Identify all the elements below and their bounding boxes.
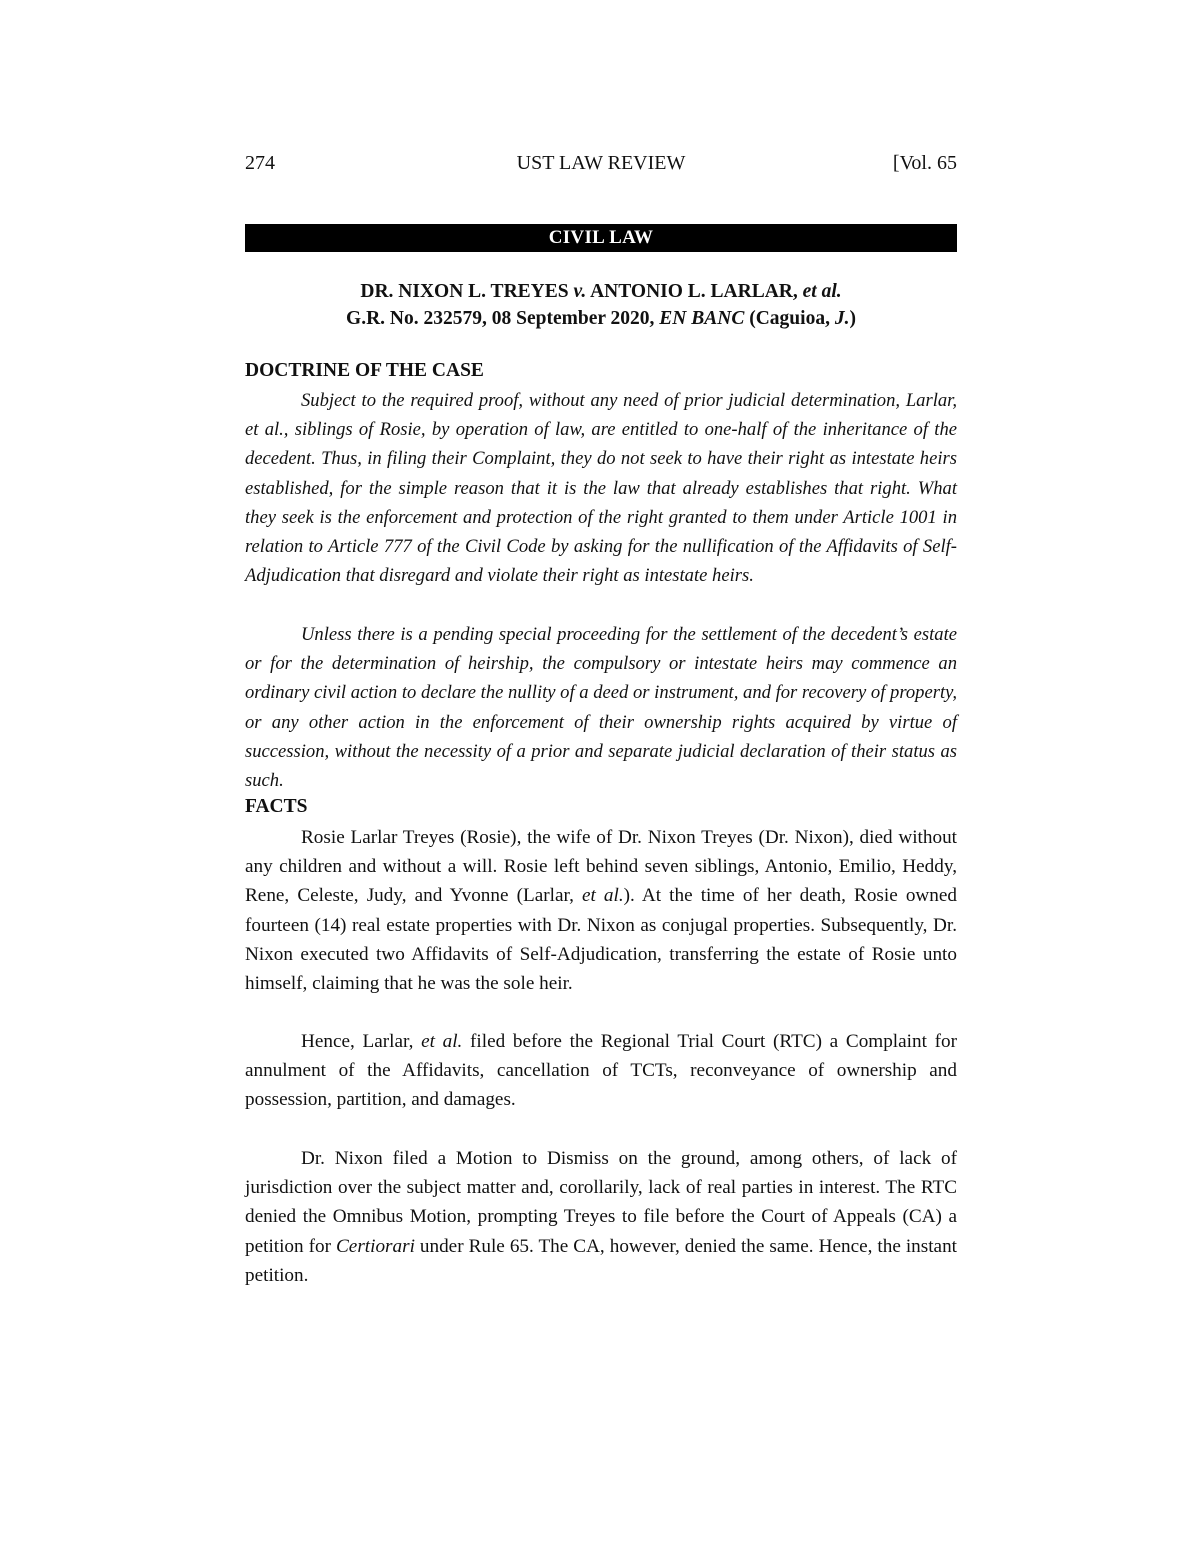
petitioner-name: DR. NIXON L. TREYES	[360, 281, 574, 302]
page-number: 274	[245, 152, 275, 174]
ponente-close: )	[849, 308, 856, 329]
doctrine-paragraph: Unless there is a pending special proceeding for the settlement of the decedent’s estate or for the determination of heirship, the compulsory or intestate heirs may commence an ordinary civil action to declare the nullity of a deed or instrument, and for recovery of property, or any other action in the enforcement of their ownership rights acquired by virtue of succession, without the necessity of a prior and separate judicial declaration of their status as such.	[245, 624, 957, 792]
facts-text: Rosie Larlar Treyes (Rosie), the wife of Dr. Nixon Treyes (Dr. Nixon), died without any children and without a will. Rosie left behind seven siblings, Antonio, Emilio, Heddy, Rene, Celeste, Judy, and Yvonne (Larlar,	[245, 827, 957, 907]
et-al-label: et al.	[802, 281, 842, 302]
et-al-label: et al.	[421, 1031, 463, 1052]
justice-label: J.	[834, 308, 850, 329]
facts-text: under Rule 65. The CA, however, denied the same. Hence, the instant petition.	[245, 1235, 957, 1286]
facts-text: Hence, Larlar,	[301, 1031, 422, 1052]
et-al-label: et al.	[581, 885, 624, 907]
doctrine-heading: DOCTRINE OF THE CASE	[245, 360, 484, 381]
facts-text: filed before the Regional Trial Court (RTC) a Complaint for annulment of the Affidavits, cancellation of TCTs, reconveyance of ownership and possession, partition, and damages.	[245, 1031, 957, 1111]
facts-text: ). At the time of her death, Rosie owned fourteen (14) real estate properties with Dr. Nixon as conjugal properties. Subsequently, Dr. Nixon executed two Affidavits of Self-Adjudication, transferring the estate of Rosie unto himself, claiming that he was the sole heir.	[245, 885, 957, 995]
volume-label: [Vol. 65	[892, 152, 957, 174]
case-citation	[245, 305, 957, 332]
citation-number-date: G.R. No. 232579, 08 September 2020,	[346, 308, 660, 329]
respondent-name: ANTONIO L. LARLAR,	[586, 281, 803, 302]
versus-label: v.	[573, 281, 587, 302]
case-title	[245, 278, 957, 332]
ponente-open: (Caguioa,	[744, 308, 835, 329]
certiorari-label: Certiorari	[336, 1235, 415, 1257]
facts-paragraph	[245, 1144, 957, 1290]
journal-title: UST LAW REVIEW	[516, 152, 686, 174]
section-banner: CIVIL LAW	[245, 224, 957, 252]
en-banc-label: EN BANC	[659, 308, 745, 329]
case-parties	[245, 278, 957, 305]
running-header	[245, 152, 957, 180]
facts-paragraph	[245, 823, 957, 998]
doctrine-paragraph: Subject to the required proof, without any need of prior judicial determination, Larlar, et al., siblings of Rosie, by operation of law, are entitled to one-half of the inheritance of the decedent. Thus, in filing their Complaint, they do not seek to have their right as intestate heirs established, for the simple reason that it is the law that already establishes that right. What they seek is the enforcement and protection of the right granted to them under Article 1001 in relation to Article 777 of the Civil Code by asking for the nullification of the Affidavits of Self-Adjudication that disregard and violate their right as intestate heirs.	[245, 390, 957, 587]
facts-text: Dr. Nixon filed a Motion to Dismiss on the ground, among others, of lack of jurisdiction over the subject matter and, corollarily, lack of real parties in interest. The RTC denied the Omnibus Motion, prompting Treyes to file before the Court of Appeals (CA) a petition for	[245, 1148, 957, 1257]
facts-heading: FACTS	[245, 796, 308, 817]
facts-paragraph	[245, 1027, 957, 1115]
